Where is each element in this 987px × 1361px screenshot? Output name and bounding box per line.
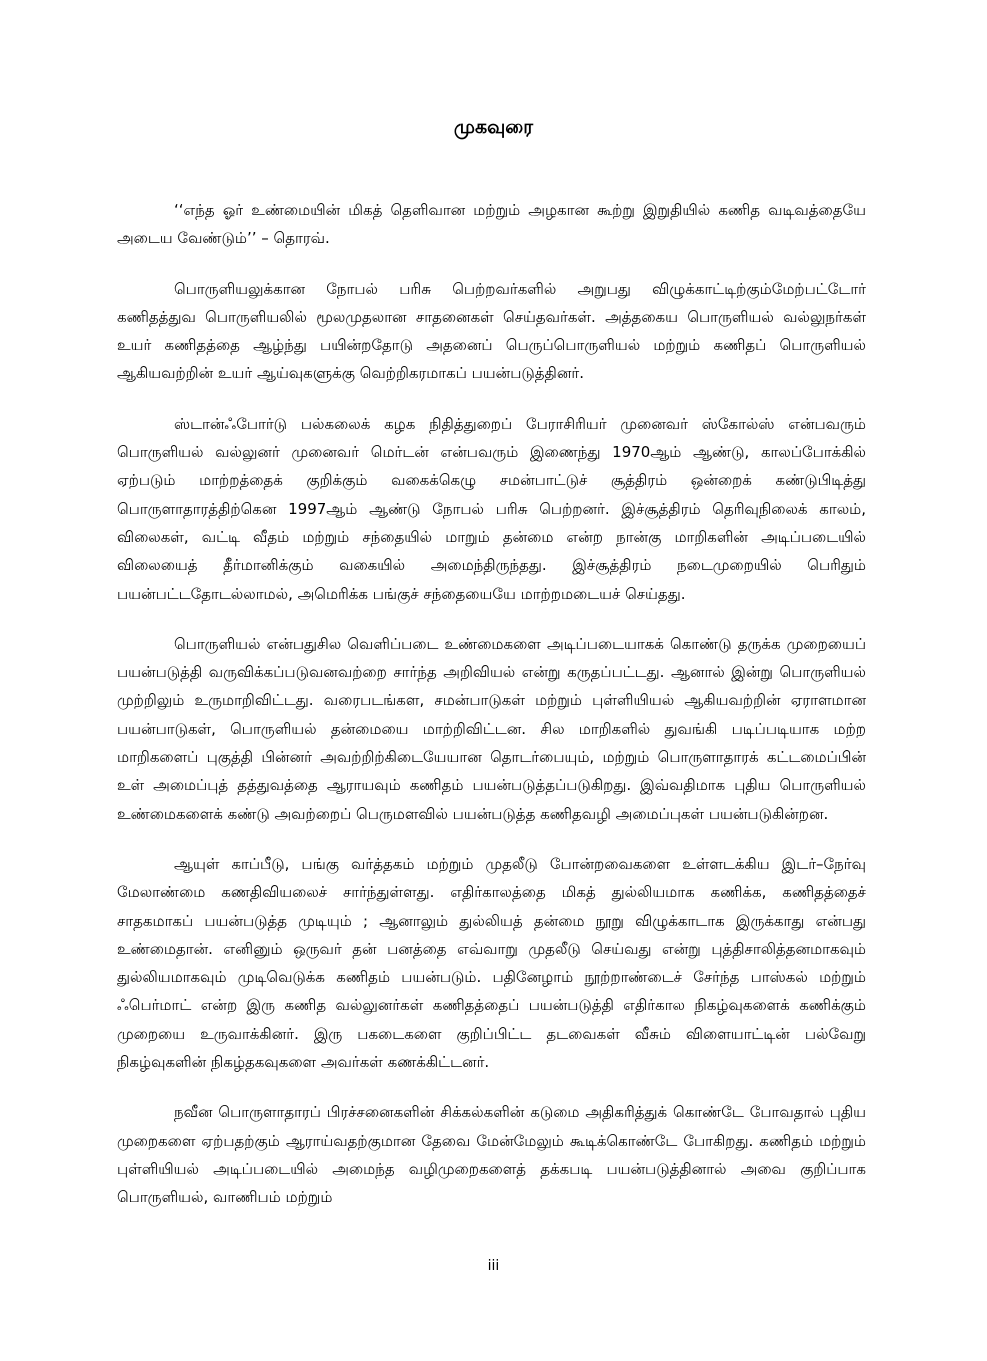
- body-text: [117, 196, 866, 1234]
- paragraph-quote: ‘‘எந்த ஓர் உண்மையின் மிகத் தெளிவான மற்றும் அழகான கூற்று இறுதியில் கணித வடிவத்தையே அடைய வேண்டும்’’ – தொரவ்.: [117, 201, 866, 248]
- paragraph-black-scholes: ஸ்டான்ஃபோர்டு பல்கலைக் கழக நிதித்துறைப் பேராசிரியர் முனைவர் ஸ்கோல்ஸ் என்பவரும் பொருளியல் வல்லுனர் முனைவர் மெர்டன் என்பவரும் இணைந்து 1970ஆம் ஆண்டு, காலப்போக்கில் ஏற்படும் மாற்றத்தைக் குறிக்கும் வகைக்கெழு சமன்பாட்டுச் சூத்திரம் ஒன்றைக் கண்டுபிடித்து பொருளாதாரத்திற்கென 1997ஆம் ஆண்டு நோபல் பரிசு பெற்றனர். இச்சூத்திரம் தெரிவுநிலைக் காலம், விலைகள், வட்டி வீதம் மற்றும் சந்தையில் மாறும் தன்மை என்ற நான்கு மாறிகளின் அடிப்படையில் விலையைத் தீர்மானிக்கும் வகையில் அமைந்திருந்தது. இச்சூத்திரம் நடைமுறையில் பெரிதும் பயன்பட்டதோடல்லாமல், அமெரிக்க பங்குச் சந்தையையே மாற்றமடையச் செய்தது.: [117, 414, 866, 603]
- page-number: iii: [487, 1258, 500, 1274]
- paragraph-nobel-economists: பொருளியலுக்கான நோபல் பரிசு பெற்றவர்களில் அறுபது விழுக்காட்டிற்கும்மேற்பட்டோர் கணிதத்துவ பொருளியலில் மூலமுதலான சாதனைகள் செய்தவர்கள். அத்தகைய பொருளியல் வல்லுநர்கள் உயர் கணிதத்தை ஆழ்ந்து பயின்றதோடு அதனைப் பெருப்பொருளியல் மற்றும் கணிதப் பொருளியல் ஆகியவற்றின் உயர் ஆய்வுகளுக்கு வெற்றிகரமாகப் பயன்படுத்தினர்.: [117, 279, 866, 383]
- paragraph-modern-problems: நவீன பொருளாதாரப் பிரச்சனைகளின் சிக்கல்களின் கடுமை அதிகரித்துக் கொண்டே போவதால் புதிய முறைகளை ஏற்பதற்கும் ஆராய்வதற்குமான தேவை மேன்மேலும் கூடிக்கொண்டே போகிறது. கணிதம் மற்றும் புள்ளியியல் அடிப்படையில் அமைந்த வழிமுறைகளைத் தக்கபடி பயன்படுத்தினால் அவை குறிப்பாக பொருளியல், வாணிபம் மற்றும்: [117, 1103, 866, 1207]
- page-title: முகவுரை: [453, 116, 534, 138]
- paragraph-risk-management: ஆயுள் காப்பீடு, பங்கு வர்த்தகம் மற்றும் முதலீடு போன்றவைகளை உள்ளடக்கிய இடர்–நேர்வு மேலாண்மை கணதிவியலைச் சார்ந்துள்ளது. எதிர்காலத்தை மிகத் துல்லியமாக கணிக்க, கணிதத்தைச் சாதகமாகப் பயன்படுத்த முடியும் ; ஆனாலும் துல்லியத் தன்மை நூறு விழுக்காடாக இருக்காது என்பது உண்மைதான். எனினும் ஒருவர் தன் பனத்தை எவ்வாறு முதலீடு செய்வது என்று புத்திசாலித்தனமாகவும் துல்லியமாகவும் முடிவெடுக்க கணிதம் பயன்படும். பதினேழாம் நூற்றாண்டைச் சேர்ந்த பாஸ்கல் மற்றும் ஃபெர்மாட் என்ற இரு கணித வல்லுனர்கள் கணிதத்தைப் பயன்படுத்தி எதிர்கால நிகழ்வுகளைக் கணிக்கும் முறையை உருவாக்கினர். இரு பகடைகளை குறிப்பிட்ட தடவைகள் வீசும் விளையாட்டின் பல்வேறு நிகழ்வுகளின் நிகழ்தகவுகளை அவர்கள் கணக்கிட்டனர்.: [117, 854, 866, 1072]
- paragraph-economics-transformed: பொருளியல் என்பதுசில வெளிப்படை உண்மைகளை அடிப்படையாகக் கொண்டு தருக்க முறையைப் பயன்படுத்தி வருவிக்கப்படுவனவற்றை சார்ந்த அறிவியல் என்று கருதப்பட்டது. ஆனால் இன்று பொருளியல் முற்றிலும் உருமாறிவிட்டது. வரைபடங்கள, சமன்பாடுகள் மற்றும் புள்ளியியல் ஆகியவற்றின் ஏராளமான பயன்பாடுகள், பொருளியல் தன்மையை மாற்றிவிட்டன. சில மாறிகளில் துவங்கி படிப்படியாக மற்ற மாறிகளைப் புகுத்தி பின்னர் அவற்றிற்கிடையேயான தொடர்பையும், மற்றும் பொருளாதாரக் கட்டமைப்பின் உள் அமைப்புத் தத்துவத்தை ஆராயவும் கணிதம் பயன்படுத்தப்படுகிறது. இவ்வதிமாக புதிய பொருளியல் உண்மைகளைக் கண்டு அவற்றைப் பெருமளவில் பயன்படுத்த கணிதவழி அமைப்புகள் பயன்படுகின்றன.: [117, 634, 866, 823]
